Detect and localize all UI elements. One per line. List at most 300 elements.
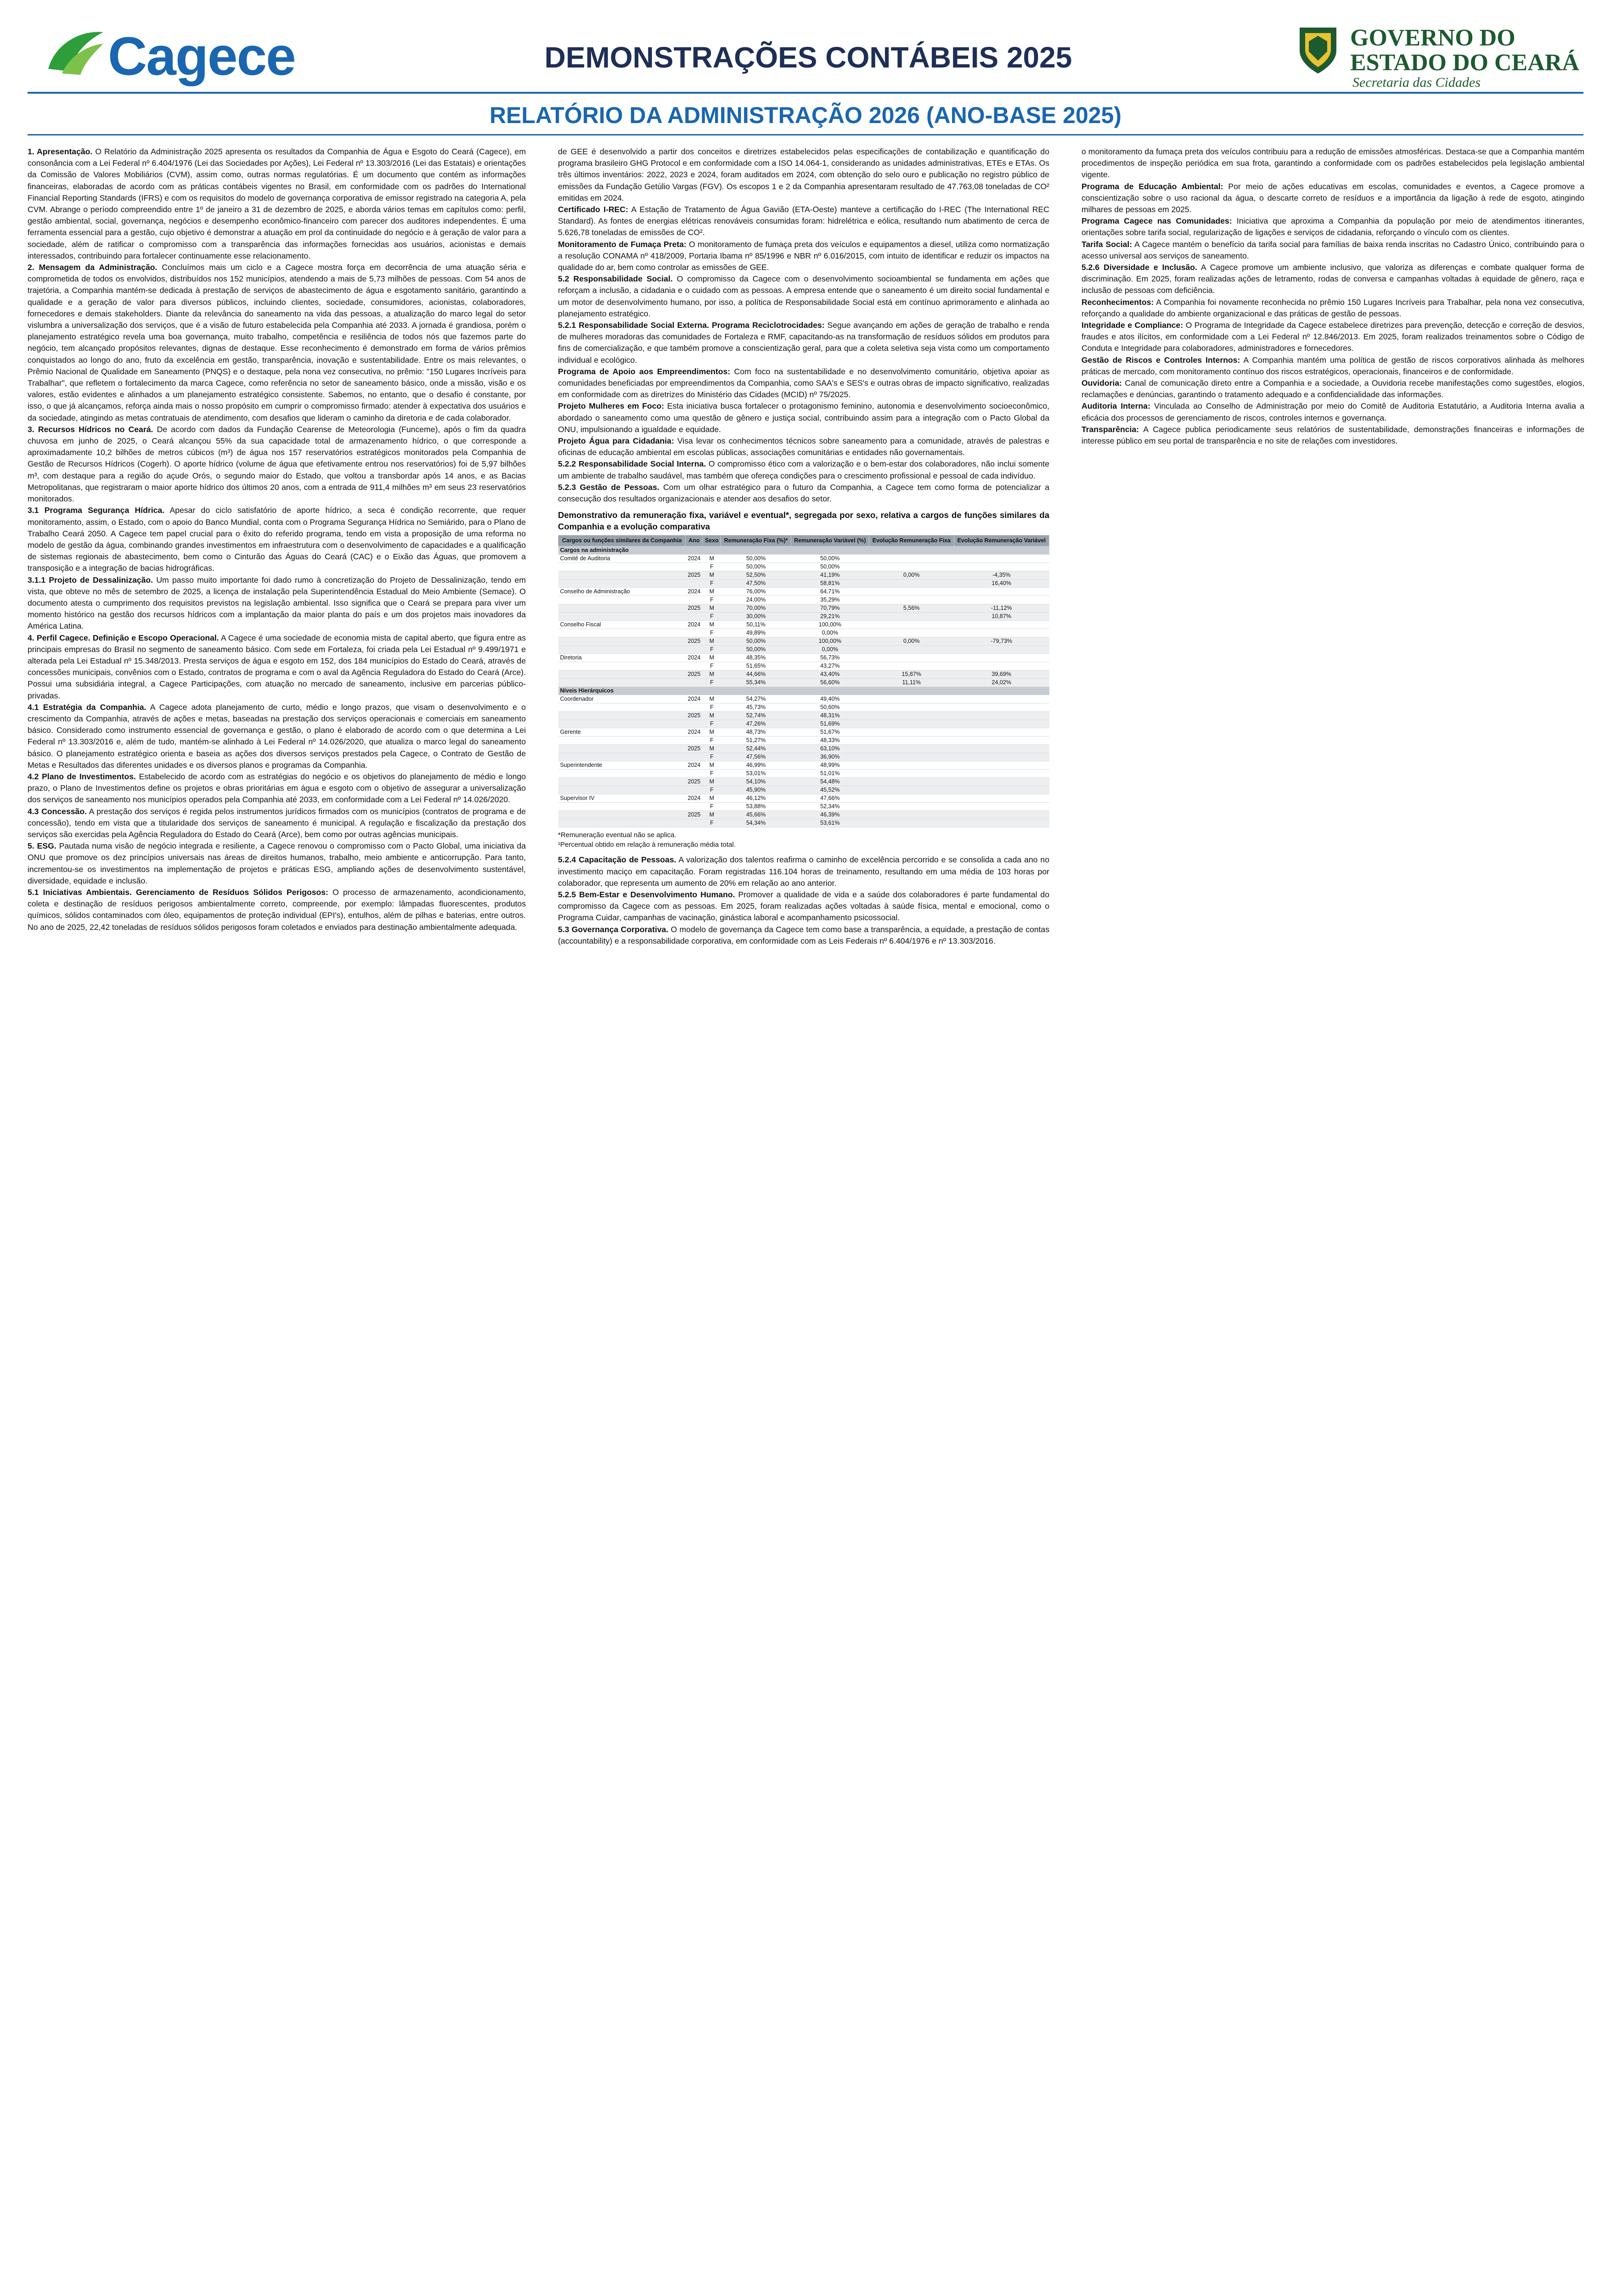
paragraph	[28, 424, 526, 505]
table-cell: M	[703, 555, 721, 563]
paragraph-text: Visa levar os conhecimentos técnicos sobre saneamento para a comunidade, através de palestras e oficinas de educação ambiental em escolas públicas, associações comunitárias e entidades não governamentais.	[558, 436, 1049, 457]
table-cell: F	[703, 662, 721, 670]
table-cell	[686, 662, 703, 670]
paragraph-heading: 5.2.5 Bem-Estar e Desenvolvimento Humano.	[558, 889, 735, 899]
table-cell: F	[703, 646, 721, 654]
header-rule	[28, 92, 1583, 94]
paragraph-heading: Integridade e Compliance:	[1082, 321, 1183, 330]
table-cell	[558, 662, 686, 670]
table-cell: -79,73%	[954, 637, 1049, 646]
table-cell: 5,56%	[869, 604, 954, 613]
table-row	[558, 604, 1049, 613]
table-row	[558, 770, 1049, 778]
table-row	[558, 737, 1049, 745]
table-cell: M	[703, 588, 721, 596]
table-cell: 35,29%	[791, 596, 869, 604]
table-cell	[869, 753, 954, 761]
table-cell	[954, 629, 1049, 637]
table-cell: F	[703, 803, 721, 811]
table-cell	[954, 555, 1049, 563]
paragraph	[558, 146, 1049, 204]
paragraph-text: A Estação de Tratamento de Água Gavião (ETA-Oeste) manteve a certificação do I-REC (The International REC Standard). As fontes de energias elétricas renováveis consumidas foram: hidrelétrica e eólica, resultando num abatimento de cerca de 5.626,78 toneladas de emissões de CO².	[558, 205, 1049, 237]
cagece-logo	[44, 25, 295, 87]
paragraph-text: De acordo com dados da Fundação Cearense de Meteorologia (Funceme), após o fim da quadra chuvosa em junho de 2025, o Ceará alcançou 55% da sua capacidade total de armazenamento hídrico, o que corresponde a aproximadamente 10,2 bilhões de metros cúbicos (m³) de água nos 157 reservatórios estratégicos monitorados pela Companhia de Gestão de Recursos Hídricos (Cogerh). O aporte hídrico (volume de água que efetivamente entrou nos reservatórios) foi de 5,97 bilhões m³, com destaque para a região do açude Orós, o segundo maior do Estado, que voltou a transbordar após 14 anos, e as Bacias Metropolitanas, que registraram o maior aporte hídrico dos últimos 20 anos, com a entrada de 911,4 milhões m³ em seus 23 reservatórios monitorados.	[28, 424, 526, 504]
table-row	[558, 637, 1049, 646]
paragraph-heading: 5.2.2 Responsabilidade Social Interna.	[558, 459, 706, 469]
table-row	[558, 555, 1049, 563]
table-cell	[954, 646, 1049, 654]
paragraph-heading: Programa de Apoio aos Empreendimentos:	[558, 366, 731, 376]
table-cell: 43,27%	[791, 662, 869, 670]
table-cell	[954, 588, 1049, 596]
table-cell: 46,99%	[721, 761, 791, 770]
paragraph-text: O modelo de governança da Cagece tem como base a transparência, a equidade, a prestação de contas (accountability) e a responsabilidade corporativa, em conformidade com as Leis Federais nº 6.404/1976 e nº 13.303/2016.	[558, 924, 1050, 945]
table-cell: 54,34%	[721, 819, 791, 827]
paragraph-text: A Companhia mantém uma política de gestão de riscos corporativos alinhada às melhores práticas de mercado, com monitoramento contínuo dos riscos estratégicos, operacionais, financeiros e de conformidade.	[1082, 355, 1584, 376]
paragraph-heading: 5.3 Governança Corporativa.	[558, 924, 669, 934]
table-cell	[558, 737, 686, 745]
table-cell: 54,10%	[721, 778, 791, 786]
table-cell: 50,00%	[721, 563, 791, 571]
table-cell: 45,73%	[721, 703, 791, 712]
paragraph-heading: Programa Cagece nas Comunidades:	[1082, 216, 1232, 226]
table-cell: M	[703, 778, 721, 786]
paragraph-heading: Projeto Água para Cidadania:	[558, 436, 674, 446]
table-cell	[869, 596, 954, 604]
table-cell: F	[703, 819, 721, 827]
table-cell	[558, 604, 686, 613]
paragraph	[28, 632, 526, 702]
table-cell: 2025	[686, 604, 703, 613]
table-row	[558, 786, 1049, 794]
table-cell: 54,27%	[721, 695, 791, 703]
table-cell	[869, 794, 954, 803]
table-cell: F	[703, 753, 721, 761]
cagece-leaf-icon	[44, 25, 108, 80]
table-cell: M	[703, 654, 721, 662]
paragraph-text: O processo de armazenamento, acondicionamento, coleta e destinação de resíduos perigosos ambientalmente correto, compreende, por exemplo: lâmpadas fluorescentes, produtos químicos, sólidos contaminados com óleo, equipamentos de proteção individual (EPI's), entulhos, além de pilhas e baterias, entre outros. No ano de 2025, 22,42 toneladas de resíduos sólidos perigosos foram coletados e enviados para destinação ambientalmente adequada.	[28, 888, 526, 932]
paragraph-text: Estabelecido de acordo com as estratégias do negócio e os objetivos do planejamento de médio e longo prazo, o Plano de Investimentos define os projetos e obras prioritárias em água e esgoto com o objetivo de assegurar a universalização dos serviços de saneamento nos municípios operados pela Companhia até 2033, em conformidade com a Lei Federal nº 14.026/2020.	[28, 771, 526, 805]
table-cell: M	[703, 761, 721, 770]
table-cell: M	[703, 728, 721, 737]
table-cell	[686, 613, 703, 621]
table-row	[558, 596, 1049, 604]
paragraph-text: A Cagece publica periodicamente seus relatórios de sustentabilidade, demonstrações financeiras e informações de interesse público em seu portal de transparência e no site de relações com investidores.	[1082, 424, 1584, 446]
table-cell: M	[703, 604, 721, 613]
table-cell: 50,00%	[791, 563, 869, 571]
paragraph	[1082, 424, 1584, 447]
document-title: DEMONSTRAÇÕES CONTÁBEIS 2025	[544, 41, 1072, 74]
table-cell: 45,66%	[721, 811, 791, 819]
paragraph	[558, 889, 1049, 924]
paragraph	[1082, 297, 1584, 320]
table-cell: 53,88%	[721, 803, 791, 811]
paragraph	[558, 204, 1049, 239]
paragraph	[28, 887, 526, 933]
table-row	[558, 728, 1049, 737]
paragraph-heading: 5. ESG.	[28, 841, 56, 851]
table-cell: 2025	[686, 571, 703, 580]
table-row	[558, 803, 1049, 811]
table-cell	[558, 770, 686, 778]
table-cell: 49,40%	[791, 695, 869, 703]
table-cell: 2024	[686, 588, 703, 596]
table-cell	[686, 563, 703, 571]
table-cell: 56,73%	[791, 654, 869, 662]
table-cell	[686, 786, 703, 794]
table-cell: 47,26%	[721, 720, 791, 728]
table-cell: 44,66%	[721, 670, 791, 679]
table-row	[558, 580, 1049, 588]
paragraph	[1082, 400, 1584, 423]
paragraph-heading: 2. Mensagem da Administração.	[28, 263, 158, 272]
table-cell	[954, 770, 1049, 778]
table-cell: 2025	[686, 745, 703, 753]
paragraph-text: Um passo muito importante foi dado rumo à concretização do Projeto de Dessalinização, tendo em vista, que obteve no mês de setembro de 2025, a licença de instalação pela Superintendência Estadual do Meio Ambiente (Semace). O documento atesta o cumprimento dos requisitos previstos na legislação ambiental. Isso significa que o Ceará se prepara para viver um momento histórico na gestão dos recursos hídricos com a implantação da maior planta do país e um dos projetos mais inovadores da América Latina.	[28, 575, 526, 631]
paragraph-heading: 5.2.3 Gestão de Pessoas.	[558, 482, 659, 492]
table-row	[558, 613, 1049, 621]
table-title: Demonstrativo da remuneração fixa, variável e eventual*, segregada por sexo, relativa a cargos de funções similares da Companhia e a evolução comparativa	[558, 510, 1049, 532]
table-cell	[558, 571, 686, 580]
paragraph	[28, 840, 526, 887]
table-cell: 2024	[686, 728, 703, 737]
paragraph	[1082, 239, 1584, 262]
table-cell: 51,69%	[791, 720, 869, 728]
table-cell: 46,12%	[721, 794, 791, 803]
gov-line3: Secretaria das Cidades	[1352, 75, 1481, 90]
table-cell: 2025	[686, 637, 703, 646]
table-cell: 51,67%	[791, 728, 869, 737]
table-cell: 48,33%	[791, 737, 869, 745]
table-cell: 36,90%	[791, 753, 869, 761]
table-cell: F	[703, 720, 721, 728]
table-row	[558, 695, 1049, 703]
paragraph	[558, 366, 1049, 401]
paragraph	[558, 400, 1049, 435]
paragraph-text: A Companhia foi novamente reconhecida no prêmio 150 Lugares Incríveis para Trabalhar, pela nona vez consecutiva, reforçando a qualidade do ambiente organizacional e das práticas de gestão de pessoas.	[1082, 297, 1584, 318]
table-cell	[558, 580, 686, 588]
table-cell: 24,02%	[954, 679, 1049, 687]
table-cell: 15,87%	[869, 670, 954, 679]
gov-line2: ESTADO DO CEARÁ	[1350, 50, 1579, 76]
paragraph-heading: Gestão de Riscos e Controles Internos:	[1082, 355, 1240, 365]
report-title: RELATÓRIO DA ADMINISTRAÇÃO 2026 (ANO-BASE 2025)	[489, 102, 1122, 128]
paragraph-heading: 3.1 Programa Segurança Hídrica.	[28, 506, 165, 515]
table-cell: 47,56%	[721, 753, 791, 761]
table-cell	[869, 778, 954, 786]
table-header-cell: Evolução Remuneração Variável	[954, 535, 1049, 546]
table-cell	[869, 629, 954, 637]
paragraph-heading: 4.2 Plano de Investimentos.	[28, 771, 136, 781]
paragraph-text: A Cagece é uma sociedade de economia mista de capital aberto, que figura entre as principais empresas do Brasil no segmento de saneamento básico. Com sede em Fortaleza, foi criada pela Lei Estadual nº 9.499/1971 e alterada pela Lei Estadual nº 15.348/2013. Presta serviços de água e esgoto em 152, dos 184 municípios do Estado do Ceará, através de concessões municipais, convênios com o Estado, contratos de programa e com o aval da Agência Reguladora do Estado do Ceará (Arce). Possui uma subsidiária integral, a Cagece Participações, com atuação no mercado de saneamento, inclusive em parcerias público-privadas.	[28, 633, 526, 700]
paragraph-text: o monitoramento da fumaça preta dos veículos contribuiu para a redução de emissões atmosféricas. Destaca-se que a Companhia mantém procedimentos de inspeção periódica em sua frota, garantindo a conformidade com os padrões estabelecidos pela legislação ambiental vigente.	[1082, 147, 1584, 180]
table-cell	[558, 703, 686, 712]
table-header-cell: Remuneração Variável (%)	[791, 535, 869, 546]
table-cell: 11,11%	[869, 679, 954, 687]
table-cell	[558, 596, 686, 604]
paragraph-text: Pautada numa visão de negócio integrada e resiliente, a Cagece renovou o compromisso com o Pacto Global, uma iniciativa da ONU que promove os dez princípios universais nas áreas de direitos humanos, trabalho, meio ambiente e anticorrupção. Para tanto, incrementou-se os investimentos na implementação de projetos e práticas ESG, ampliando ações de desenvolvimento sustentável, diversidade, equidade e inclusão.	[28, 841, 526, 885]
table-cell	[558, 712, 686, 720]
table-cell	[558, 720, 686, 728]
table-row	[558, 670, 1049, 679]
table-cell	[954, 761, 1049, 770]
table-row	[558, 745, 1049, 753]
table-cell	[558, 679, 686, 687]
paragraph-text: A Cagece mantém o benefício da tarifa social para famílias de baixa renda inscritas no Cadastro Único, contribuindo para o acesso universal aos serviços de saneamento.	[1082, 239, 1585, 260]
table-cell	[869, 819, 954, 827]
table-cell: 55,34%	[721, 679, 791, 687]
paragraph-text: O Programa de Integridade da Cagece estabelece diretrizes para prevenção, detecção e correção de desvios, fraudes e atos ilícitos, em conformidade com a Lei Federal nº 12.846/2013. Em 2025, foram realizados treinamentos sobre o Código de Conduta e Integridade para colaboradores, administradores e fornecedores.	[1082, 321, 1585, 353]
table-row	[558, 654, 1049, 662]
table-cell	[954, 621, 1049, 629]
table-cell: 39,69%	[954, 670, 1049, 679]
table-cell	[686, 803, 703, 811]
table-cell: Diretoria	[558, 654, 686, 662]
paragraph	[558, 924, 1049, 947]
paragraph-heading: 5.2 Responsabilidade Social.	[558, 274, 673, 284]
paragraph	[1082, 262, 1584, 297]
paragraph-text: Promover a qualidade de vida e a saúde dos colaboradores é parte fundamental do compromisso da Cagece com as pessoas. Em 2025, foram realizadas ações voltadas à saúde física, mental e emocional, como o Programa Cuidar, campanhas de vacinação, ginástica laboral e acompanhamento psicossocial.	[558, 889, 1049, 923]
table-cell: M	[703, 637, 721, 646]
table-cell: F	[703, 786, 721, 794]
table-cell	[558, 819, 686, 827]
table-row	[558, 646, 1049, 654]
paragraph-text: Canal de comunicação direto entre a Companhia e a sociedade, a Ouvidoria recebe manifestações como sugestões, elogios, reclamações e denúncias, garantindo o tratamento adequado e a confidencialidade das informações.	[1082, 378, 1585, 400]
table-cell	[686, 629, 703, 637]
table-cell	[869, 563, 954, 571]
paragraph-heading: 4. Perfil Cagece. Definição e Escopo Operacional.	[28, 633, 219, 642]
table-cell: 45,52%	[791, 786, 869, 794]
column-3	[1082, 146, 1584, 447]
table-cell	[558, 745, 686, 753]
table-cell: 2024	[686, 654, 703, 662]
table-cell: F	[703, 703, 721, 712]
paragraph-heading: 5.1 Iniciativas Ambientais. Gerenciamento de Resíduos Sólidos Perigosos:	[28, 888, 328, 897]
table-notes	[558, 830, 1049, 850]
table-section-row	[558, 546, 1049, 555]
paragraph-text: O Relatório da Administração 2025 apresenta os resultados da Companhia de Água e Esgoto do Ceará (Cagece), em consonância com a Lei Federal nº 6.404/1976 (Lei das Sociedades por Ações), Lei Federal nº 13.303/2016 (Lei das Estatais) e orientações da Comissão de Valores Mobiliários (CVM), assim como, outras normas regulatórias. É um documento que contém as informações financeiras, elaboradas de acordo com as práticas contábeis vigentes no Brasil, em conformidade com os padrões do International Financial Reporting Standards (IFRS) e com os requisitos do modelo de governança corporativa de emissor registrado na categoria A, pela CVM. Abrange o período compreendido entre 1º de janeiro a 31 de dezembro de 2025, e aborda vários temas em capítulos como: perfil, gestão ambiental, social, governança, negócios e desempenho econômico-financeiro com parecer dos auditores independentes. É uma ferramenta essencial para a gestão, cujo objetivo é demonstrar a atuação em prol da continuidade do negócio e à geração de valor para a sociedade, além de ratificar o compromisso com a transparência das informações fornecidas aos usuários, acionistas e demais interessados, contribuindo para fortalecer continuamente esse relacionamento.	[28, 147, 526, 260]
paragraph-text: de GEE é desenvolvido a partir dos conceitos e diretrizes estabelecidos pelas especificações de contabilização e quantificação do programa brasileiro GHG Protocol e em conformidade com a ISO 14.064-1, considerando as unidades administrativas, ETEs e ETAs. Os três últimos inventários: 2022, 2023 e 2024, foram auditados em 2024, com obtenção do selo ouro e publicação no registro público de emissões da Fundação Getúlio Vargas (FGV). Os escopos 1 e 2 da Companhia apresentaram resultado de 47.763,08 toneladas de CO² emitidas em 2024.	[558, 147, 1049, 203]
paragraph-text: Com um olhar estratégico para o futuro da Companhia, a Cagece tem como forma de potencializar a consecução dos resultados organizacionais e atender aos desafios do setor.	[558, 482, 1049, 504]
table-cell: 50,00%	[721, 646, 791, 654]
table-cell	[869, 613, 954, 621]
table-cell: F	[703, 629, 721, 637]
paragraph	[558, 239, 1049, 274]
paragraph	[558, 482, 1049, 505]
table-cell: 43,40%	[791, 670, 869, 679]
table-cell: 2024	[686, 695, 703, 703]
table-cell	[869, 728, 954, 737]
table-section-row	[558, 687, 1049, 695]
paragraph-heading: Reconhecimentos:	[1082, 297, 1154, 307]
paragraph-heading: Monitoramento de Fumaça Preta:	[558, 239, 687, 249]
table-cell	[954, 712, 1049, 720]
paragraph	[1082, 377, 1584, 400]
table-cell: F	[703, 563, 721, 571]
table-cell: 0,00%	[869, 637, 954, 646]
paragraph-text: Com foco na sustentabilidade e no desenvolvimento comunitário, objetiva apoiar as comunidades beneficiadas por empreendimentos da Companhia, como SAA's e SES's e outras obras de impacto significativo, realizadas em conformidade com as diretrizes do Ministério das Cidades (MCID) nº 75/2025.	[558, 366, 1050, 400]
state-crest-icon	[1295, 23, 1341, 76]
paragraph	[558, 273, 1049, 320]
table-cell	[558, 629, 686, 637]
table-cell	[558, 563, 686, 571]
paragraph-heading: Tarifa Social:	[1082, 239, 1132, 249]
paragraph	[28, 702, 526, 771]
paragraph-text: A Cagece promove um ambiente inclusivo, que valoriza as diferenças e combate qualquer forma de discriminação. Em 2025, foram realizadas ações de letramento, rodas de conversa e campanhas voltadas à equidade de gênero, raça e inclusão de pessoas com deficiência.	[1082, 263, 1584, 295]
table-cell	[954, 803, 1049, 811]
table-cell: 51,01%	[791, 770, 869, 778]
paragraph	[558, 854, 1049, 889]
table-header-cell: Remuneração Fixa (%)*	[721, 535, 791, 546]
table-row	[558, 703, 1049, 712]
paragraph-text: A valorização dos talentos reafirma o caminho de excelência percorrido e se consolida a cada ano no investimento maciço em capacitação. Foram registradas 116.104 horas de treinamento, resultando em uma média de 103 horas por colaborador, que representa um aumento de 20% em relação ao ano anterior.	[558, 855, 1049, 888]
table-section-label: Cargos na administração	[558, 546, 1049, 555]
paragraph-heading: 5.2.4 Capacitação de Pessoas.	[558, 855, 676, 865]
table-cell	[558, 803, 686, 811]
table-cell	[954, 811, 1049, 819]
table-cell: 100,00%	[791, 637, 869, 646]
paragraph-heading: Auditoria Interna:	[1082, 401, 1150, 411]
table-cell: 0,00%	[791, 629, 869, 637]
table-row	[558, 819, 1049, 827]
table-cell	[558, 613, 686, 621]
table-cell	[686, 580, 703, 588]
table-cell: Superintendente	[558, 761, 686, 770]
table-cell: M	[703, 670, 721, 679]
table-row	[558, 621, 1049, 629]
table-cell: Supervisor IV	[558, 794, 686, 803]
paragraph-text: A Cagece adota planejamento de curto, médio e longo prazos, que visam o desenvolvimento e o crescimento da Companhia, através de ações e metas, baseadas na prestação dos serviços operacionais e comerciais em saneamento básico. Considerado como instrumento essencial de governança e gestão, o plano é elaborado de acordo com o que determina a Lei Federal nº 13.303/2016 e, além de tudo, mantém-se alinhado à Lei Federal nº 14.026/2020, que atualiza o marco legal do saneamento básico. O planejamento estratégico orienta e baseia as ações dos diversos serviços prestados pela Cagece, o Contrato de Gestão de Metas e Resultados das diferentes unidades e os diversos planos e programas da Companhia.	[28, 702, 526, 770]
table-header-cell: Cargos ou funções similares da Companhia	[558, 535, 686, 546]
table-cell: 51,65%	[721, 662, 791, 670]
paragraph	[28, 262, 526, 424]
table-cell	[869, 803, 954, 811]
paragraph-text: Apesar do ciclo satisfatório de aporte hídrico, a seca é condição recorrente, que requer monitoramento, assim, o Estado, com o apoio do Banco Mundial, conta com o Programa Segurança Hídrica no Semiárido, para o Plano de Trabalho Ceará 2050. A Cagece tem papel crucial para o êxito do referido programa, tendo em vista a proposição de uma reforma no modelo de gestão da água, combinando grandes investimentos em infraestrutura com o desenvolvimento de capacidades e a qualificação de sistemas regionais de abastecimento, bem como o Cinturão das Águas do Ceará (CAC) e o Eixão das Águas, que promovem a transposição e a integração de bacias hidrográficas.	[28, 506, 526, 573]
table-cell	[558, 811, 686, 819]
paragraph-text: O monitoramento de fumaça preta dos veículos e equipamentos a diesel, utiliza como normatização a resolução CONAMA nº 418/2009, Portaria Ibama nº 85/1996 e NBR nº 6.016/2015, com intuito de identificar e reduzir os impactos na qualidade do ar, bem como controlar as emissões de GEE.	[558, 239, 1049, 272]
table-row	[558, 563, 1049, 571]
table-header-cell: Ano	[686, 535, 703, 546]
table-cell: 48,99%	[791, 761, 869, 770]
table-cell	[869, 745, 954, 753]
paragraph-heading: 5.2.1 Responsabilidade Social Externa. Programa Reciclotrocidades:	[558, 321, 825, 330]
paragraph-heading: 4.3 Concessão.	[28, 806, 87, 816]
table-row	[558, 712, 1049, 720]
page-header	[0, 0, 1611, 96]
table-cell	[954, 794, 1049, 803]
table-cell: 2024	[686, 555, 703, 563]
paragraph	[558, 435, 1049, 458]
table-cell: 52,34%	[791, 803, 869, 811]
paragraph-heading: 3.1.1 Projeto de Dessalinização.	[28, 575, 153, 585]
table-cell	[954, 563, 1049, 571]
table-cell: 46,39%	[791, 811, 869, 819]
table-cell	[954, 728, 1049, 737]
table-cell: 52,44%	[721, 745, 791, 753]
table-cell	[954, 786, 1049, 794]
table-note: ¹Percentual obtido em relação à remuneração média total.	[558, 841, 736, 849]
paragraph	[28, 505, 526, 574]
table-cell	[869, 646, 954, 654]
table-cell: M	[703, 571, 721, 580]
table-row	[558, 662, 1049, 670]
table-cell	[869, 770, 954, 778]
paragraph-heading: Transparência:	[1082, 424, 1139, 434]
table-cell	[869, 695, 954, 703]
table-cell: -11,12%	[954, 604, 1049, 613]
table-cell	[954, 703, 1049, 712]
table-cell: 10,87%	[954, 613, 1049, 621]
table-cell	[686, 596, 703, 604]
table-cell	[686, 703, 703, 712]
table-cell: 48,35%	[721, 654, 791, 662]
table-cell	[954, 778, 1049, 786]
table-cell: F	[703, 580, 721, 588]
paragraph-heading: Programa de Educação Ambiental:	[1082, 181, 1223, 191]
table-cell	[869, 720, 954, 728]
paragraph-text: O compromisso ético com a valorização e o bem-estar dos colaboradores, não inclui somente um ambiente de trabalho saudável, mas também que ofereça condições para o crescimento profissional e pessoal de cada indivíduo.	[558, 459, 1050, 480]
paragraph-heading: 1. Apresentação.	[28, 147, 93, 156]
table-row	[558, 588, 1049, 596]
table-cell: M	[703, 745, 721, 753]
table-cell: 50,60%	[791, 703, 869, 712]
table-cell: 24,00%	[721, 596, 791, 604]
paragraph	[28, 574, 526, 632]
table-cell: F	[703, 737, 721, 745]
table-cell	[686, 720, 703, 728]
table-cell: 53,01%	[721, 770, 791, 778]
table-note: *Remuneração eventual não se aplica.	[558, 831, 676, 839]
table-cell	[869, 662, 954, 670]
table-cell	[686, 770, 703, 778]
table-cell: Coordenador	[558, 695, 686, 703]
paragraph-text: Por meio de ações educativas em escolas, comunidades e eventos, a Cagece promove a conscientização sobre o uso racional da água, o descarte correto de resíduos e a importância da ligação à rede de esgoto, atingindo milhares de pessoas em 2025.	[1082, 181, 1584, 214]
table-cell	[558, 646, 686, 654]
table-cell: 16,40%	[954, 580, 1049, 588]
table-cell: 47,66%	[791, 794, 869, 803]
paragraph	[28, 771, 526, 806]
table-cell: 53,61%	[791, 819, 869, 827]
table-cell: F	[703, 770, 721, 778]
paragraph-heading: 3. Recursos Hídricos no Ceará.	[28, 424, 153, 434]
table-cell	[869, 654, 954, 662]
table-cell: 30,00%	[721, 613, 791, 621]
table-cell	[686, 646, 703, 654]
paragraph	[28, 806, 526, 841]
table-row	[558, 571, 1049, 580]
table-cell	[558, 753, 686, 761]
government-logo	[1295, 21, 1580, 90]
table-cell: 41,19%	[791, 571, 869, 580]
paragraph	[28, 146, 526, 262]
table-cell: 49,89%	[721, 629, 791, 637]
table-row	[558, 753, 1049, 761]
paragraph-text: Concluímos mais um ciclo e a Cagece mostra força em decorrência de uma atuação séria e comprometida de todos os envolvidos, distribuídos nos 152 municípios, atendendo a mais de 5,73 milhões de pessoas. Com 54 anos de trajetória, a Companhia mantém-se dedicada à prestação de serviços de abastecimento de água e esgotamento sanitário, garantindo a qualidade e a geração de valor para diversos públicos, incluindo clientes, sociedade, consumidores, acionistas, colaboradores, fornecedores e demais stakeholders. Diante da relevância do saneamento na vida das pessoas, a atualização do marco legal do setor vislumbra a universalização dos serviços, que é a visão de futuro estabelecida pela Companhia até 2033. A jornada é grandiosa, porém o planejamento estratégico revela uma boa governança, muito trabalho, competência e resiliência de todos nós que fazemos parte do negócio, tem alcançado propósitos relevantes, dignas de destaque. Esse reconhecimento é demonstrado em forma de vários prêmios conquistados ao longo do ano, fruto da excelência em gestão, transparência, inovação e sustentabilidade. Entre os mais relevantes, o Prêmio Nacional de Qualidade em Saneamento (PNQS) e o destaque, pela nona vez consecutiva, no prêmio: "150 Lugares Incríveis para Trabalhar", que refletem o fortalecimento da marca Cagece, como referência no setor de saneamento básico, onde a missão, visão e os valores, estão evidentes e alinhados a um planejamento estratégico consistente. Sabemos, no entanto, que o desafio é constante, por isso, o que já alcançamos, reforça ainda mais o nosso propósito em cumprir o compromisso firmado: atender à expectativa dos usuários e da sociedade, atingindo as metas contratuais de atendimento, com desafios que lideram o caminho da diretoria e de cada colaborador.	[28, 263, 526, 422]
table-cell	[686, 753, 703, 761]
table-row	[558, 811, 1049, 819]
paragraph-text: O compromisso da Cagece com o desenvolvimento socioambiental se fundamenta em ações que reforçam a inclusão, a cidadania e o cuidado com as pessoas. A empresa entende que o saneamento é um direito social fundamental e um motor de desenvolvimento humano, por isso, a política de Responsabilidade Social está em contínuo aprimoramento e alinhada ao planejamento estratégico.	[558, 274, 1050, 318]
table-cell	[686, 819, 703, 827]
table-cell	[954, 819, 1049, 827]
table-cell	[869, 703, 954, 712]
table-cell: F	[703, 679, 721, 687]
table-header-cell: Sexo	[703, 535, 721, 546]
table-row	[558, 778, 1049, 786]
table-row	[558, 720, 1049, 728]
table-cell: 50,00%	[721, 555, 791, 563]
table-cell	[954, 720, 1049, 728]
table-cell: 2024	[686, 621, 703, 629]
